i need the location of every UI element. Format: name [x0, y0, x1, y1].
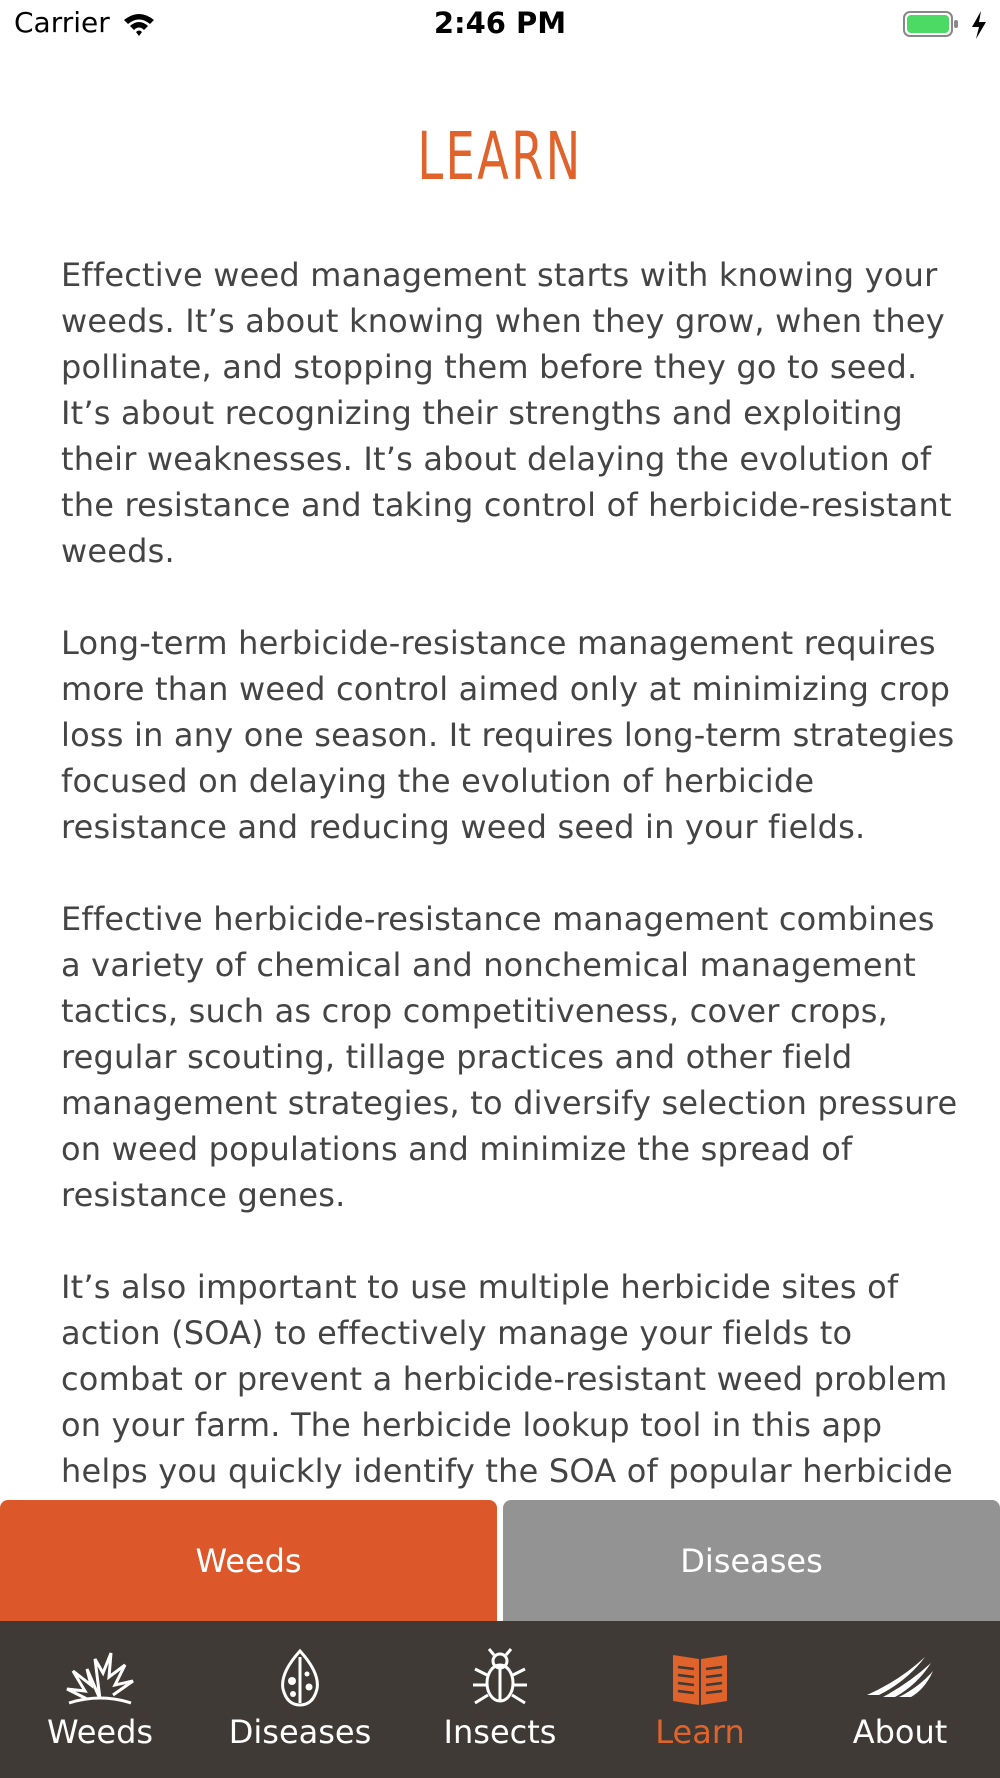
weeds-segment-button[interactable]: Weeds — [0, 1500, 497, 1621]
tab-insects-label: Insects — [443, 1713, 557, 1751]
battery-icon — [903, 10, 959, 38]
tab-diseases-label: Diseases — [228, 1713, 372, 1751]
status-bar — [0, 0, 1000, 50]
paragraph: Effective weed management starts with knowing your weeds. It’s about knowing when they grow, when they pollinate, and stopping them before they go to seed. It’s about recognizing their strengths and exploiting their weaknesses. It’s about delaying the evolution of the resistance and taking control of herbicide-resistant weeds. — [61, 256, 952, 570]
tab-insects[interactable] — [400, 1621, 600, 1778]
charging-icon — [970, 10, 988, 40]
tab-learn[interactable] — [600, 1621, 800, 1778]
tab-weeds[interactable] — [0, 1621, 200, 1778]
weeds-icon — [65, 1647, 135, 1707]
wifi-icon — [122, 10, 156, 38]
learn-icon — [665, 1647, 735, 1707]
carrier-label: Carrier — [14, 6, 110, 39]
paragraph: It’s also important to use multiple herbicide sites of action (SOA) to effectively manage your fields to combat or prevent a herbicide-resistant weed problem on your farm. The herbicide lookup tool in this app helps you quickly identify the SOA of popular herbicide — [61, 1268, 953, 1490]
diseases-icon — [265, 1647, 335, 1707]
page-title: LEARN — [417, 118, 583, 195]
tab-weeds-label: Weeds — [46, 1713, 154, 1751]
learn-content[interactable] — [61, 252, 961, 1497]
insects-icon — [465, 1647, 535, 1707]
tab-learn-label: Learn — [655, 1713, 745, 1751]
tab-bar — [0, 1621, 1000, 1778]
paragraph: Long-term herbicide-resistance management requires more than weed control aimed only at minimizing crop loss in any one season. It requires long-term strategies focused on delaying the evolution of herbicide resistance and reducing weed seed in your fields. — [61, 624, 955, 846]
status-time: 2:46 PM — [433, 6, 567, 40]
paragraph: Effective herbicide-resistance management combines a variety of chemical and nonchemical management tactics, such as crop competitiveness, cover crops, regular scouting, tillage practices and other field management strategies, to diversify selection pressure on weed populations and minimize the spread of resistance genes. — [61, 900, 958, 1214]
tab-diseases[interactable] — [200, 1621, 400, 1778]
tab-about-label: About — [852, 1713, 948, 1751]
diseases-segment-button[interactable]: Diseases — [503, 1500, 1000, 1621]
tab-about[interactable] — [800, 1621, 1000, 1778]
about-icon — [865, 1647, 935, 1707]
